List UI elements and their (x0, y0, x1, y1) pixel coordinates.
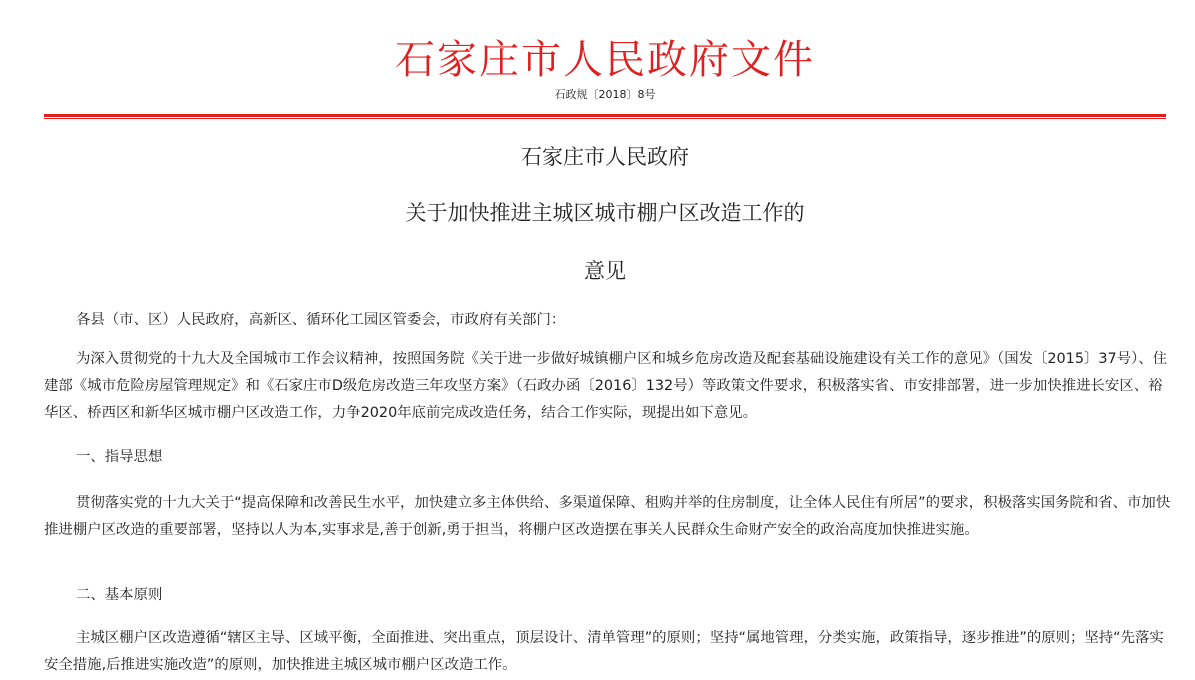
intro-paragraph: 为深入贯彻党的十九大及全国城市工作会议精神，按照国务院《关于进一步做好城镇棚户区和城乡危房改造及配套基础设施建设有关工作的意见》（国发〔2015〕37号）、住建部《城市危险房屋管理规定》和《石家庄市D级危房改造三年攻坚方案》（石政办函〔2016〕132号）等政策文件要求，积极落实省、市安排部署，进一步加快推进长安区、裕华区、桥西区和新华区城市棚户区改造工作，力争2020年底前完成改造任务，结合工作实际，现提出如下意见。 (44, 351, 1168, 421)
document-number: 石政规〔2018〕8号 (554, 88, 656, 101)
document-title-type: 意见 (584, 259, 626, 283)
section-heading-basic-principles: 二、基本原则 (76, 587, 163, 603)
salutation-paragraph: 各县（市、区）人民政府，高新区、循环化工园区管委会，市政府有关部门： (76, 312, 566, 328)
document-title-subject: 关于加快推进主城区城市棚户区改造工作的 (405, 201, 805, 225)
section-paragraph-guiding-ideology: 贯彻落实党的十九大关于“提高保障和改善民生水平，加快建立多主体供给、多渠道保障、租购并举的住房制度，让全体人民住有所居”的要求，积极落实国务院和省、市加快推进棚户区改造的重要部署，坚持以人为本,实事求是,善于创新,勇于担当，将棚户区改造摆在事关人民群众生命财产安全的政治高度加快推进实施。 (44, 495, 1171, 538)
document-header-title: 石家庄市人民政府文件 (395, 37, 815, 83)
document-title-issuer: 石家庄市人民政府 (521, 145, 689, 169)
section-heading-guiding-ideology: 一、指导思想 (76, 449, 163, 465)
red-header-rule (44, 114, 1166, 119)
section-paragraph-basic-principles: 主城区棚户区改造遵循“辖区主导、区域平衡，全面推进、突出重点，顶层设计、清单管理”的原则；坚持“属地管理，分类实施，政策指导，逐步推进”的原则；坚持“先落实安全措施,后推进实施改造”的原则，加快推进主城区城市棚户区改造工作。 (44, 630, 1164, 673)
